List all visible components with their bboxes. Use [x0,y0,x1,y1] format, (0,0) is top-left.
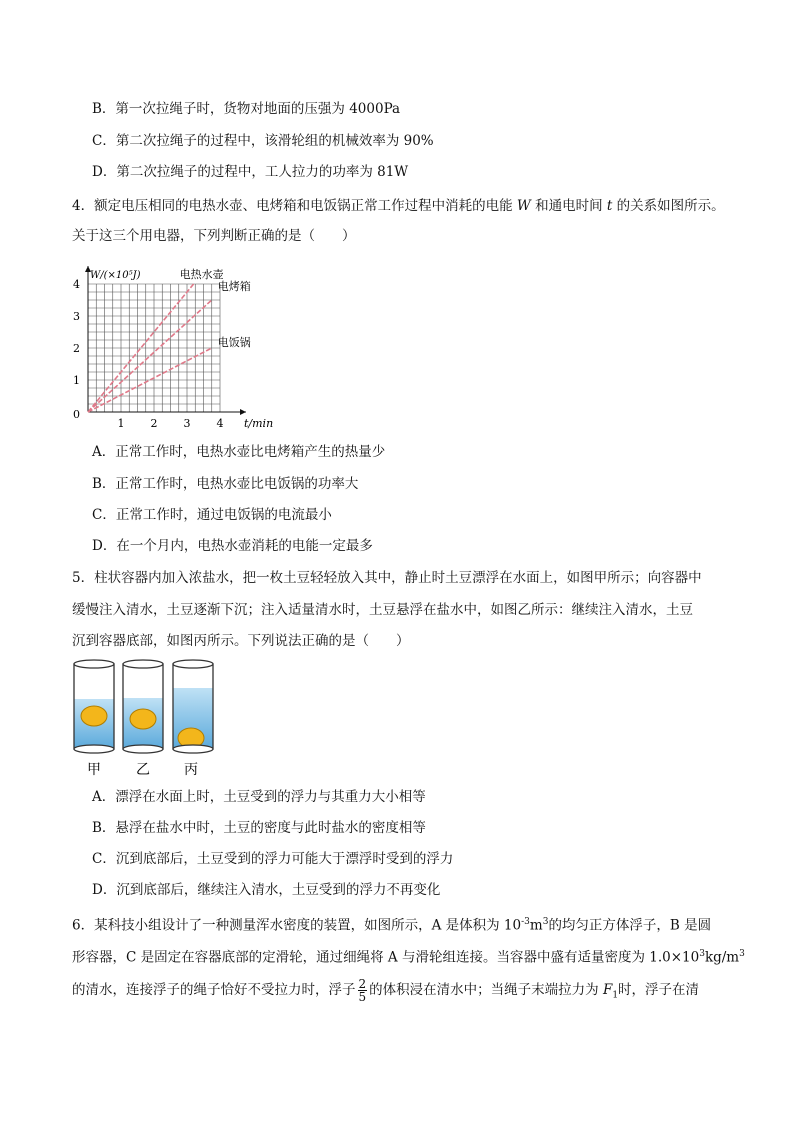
label-jia: 甲 [87,762,101,778]
q5-option-d: D．沉到底部后，继续注入清水，土豆受到的浮力不再变化 [92,882,441,898]
label-yi: 乙 [136,762,150,778]
x-tick-label: 3 [183,417,191,430]
q5-option-b: B．悬浮在盐水中时，土豆的密度与此时盐水的密度相等 [92,820,426,836]
cup-jia [74,660,114,753]
potato-icon [130,709,156,729]
series-label-1: 电热水壶 [179,268,224,281]
q4-option-c: C．正常工作时，通过电饭锅的电流最小 [92,507,332,523]
q4-option-a: A．正常工作时，电热水壶比电烤箱产生的热量少 [92,444,386,460]
cup-yi [123,660,163,753]
q5-stem-line3: 沉到容器底部，如图丙所示。下列说法正确的是（ ） [72,633,410,649]
x-tick-label: 1 [117,417,125,430]
q4-stem-line2: 关于这三个用电器，下列判断正确的是（ ） [72,228,356,244]
y-tick-label: 1 [73,374,80,387]
q6-stem-line2: 形容器，C 是固定在容器底部的定滑轮，通过细绳将 A 与滑轮组连接。当容器中盛有适量密度为 $1.0\times 10^3kg/m^3$ [72,949,745,966]
q5-option-a: A．漂浮在水面上时，土豆受到的浮力与其重力大小相等 [92,789,426,805]
y-tick-label: 3 [73,310,80,323]
q5-option-c: C．沉到底部后，土豆受到的浮力可能大于漂浮时受到的浮力 [92,851,454,867]
energy-time-chart [66,255,286,433]
chart-grid [88,284,220,412]
q4-stem-line1: 4．额定电压相同的电热水壶、电烤箱和电饭锅正常工作过程中消耗的电能 W 和通电时间 t 的关系如图所示。 [72,198,725,214]
label-bing: 丙 [184,762,198,778]
q6-stem-line3: 的清水，连接浮子的绳子恰好不受拉力时，浮子 $\frac{2}{5}$ 的体积浸在清水中；当绳子末端拉力为 $F_1$时，浮子在清 [72,977,700,1004]
chart-labels [73,267,273,430]
y-tick-label: 4 [73,278,80,291]
potato-icon [81,706,107,726]
y-axis-label: W/(×10⁵J) [90,270,141,281]
series-label-2: 电烤箱 [217,280,251,293]
x-axis-arrow [240,409,246,415]
option-c: C．第二次拉绳子的过程中，该滑轮组的机械效率为 90% [92,133,434,149]
origin-label: 0 [73,408,80,421]
q4-option-b: B．正常工作时，电热水壶比电饭锅的功率大 [92,476,359,492]
option-d: D．第二次拉绳子的过程中，工人拉力的功率为 81W [92,164,409,180]
q6-stem-line1: 6．某科技小组设计了一种测量浑水密度的装置，如图所示，A 是体积为 $10^{-3}m^3$的均匀正方体浮子，B 是圆 [72,917,712,934]
q4-option-d: D．在一个月内，电热水壶消耗的电能一定最多 [92,538,373,554]
potato-cups-figure [66,656,226,780]
option-b: B．第一次拉绳子时，货物对地面的压强为 4000Pa [92,101,401,117]
q5-stem-line1: 5．柱状容器内加入浓盐水，把一枚土豆轻轻放入其中，静止时土豆漂浮在水面上，如图甲所示；向容器中 [72,570,702,586]
x-tick-label: 4 [216,417,224,430]
series-label-3: 电饭锅 [217,336,251,349]
x-axis-label: t/min [244,417,274,430]
x-tick-label: 2 [150,417,158,430]
fraction-two-fifths: $\frac{2}{5}$ [358,977,367,1004]
q5-stem-line2: 缓慢注入清水，土豆逐渐下沉；注入适量清水时，土豆悬浮在盐水中，如图乙所示：继续注入清水，土豆 [72,602,693,618]
cup-bing [173,660,213,753]
y-tick-label: 2 [73,342,80,355]
